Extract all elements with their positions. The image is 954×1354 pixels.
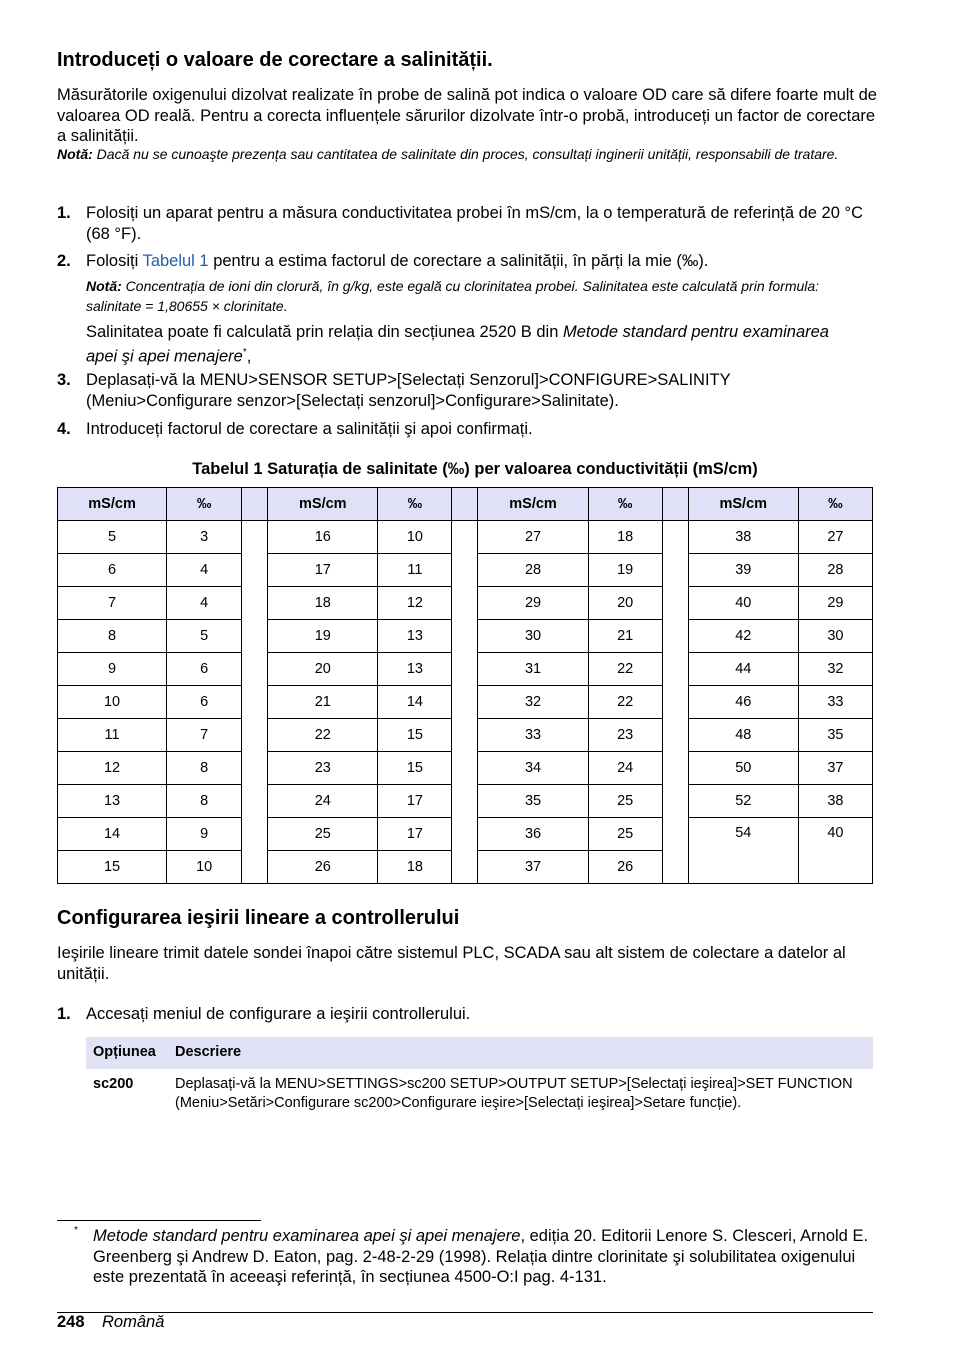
step-number: 3. — [57, 371, 71, 389]
table-header-row — [58, 488, 873, 521]
col-header-ms: mS/cm — [268, 488, 378, 521]
column-gap — [662, 620, 688, 653]
cell-conductivity: 6 — [58, 554, 167, 587]
step-text: Introduceți factorul de corectare a salinității şi apoi confirmați. — [86, 420, 533, 438]
table-row — [58, 686, 873, 719]
cell-salinity: 6 — [167, 686, 242, 719]
column-gap — [452, 554, 478, 587]
cell-salinity: 30 — [798, 620, 872, 653]
table-row — [58, 587, 873, 620]
cell-salinity: 26 — [588, 851, 662, 884]
cell-salinity: 18 — [588, 521, 662, 554]
option-description: Deplasați-vă la MENU>SETTINGS>sc200 SETUP>OUTPUT SETUP>[Selectați ieşirea]>SET FUNCTION (Meniu>Setări>Configurare sc200>Configurare ieşire>[Selectați ieşirea]>Setare funcție). — [175, 1076, 853, 1111]
cell-salinity: 40 — [798, 818, 872, 884]
cell-salinity: 4 — [167, 587, 242, 620]
cell-conductivity: 8 — [58, 620, 167, 653]
cell-conductivity: 21 — [268, 686, 378, 719]
cell-conductivity: 31 — [478, 653, 588, 686]
column-gap — [452, 653, 478, 686]
step-text: Accesați meniul de configurare a ieşirii controllerului. — [86, 1005, 471, 1023]
cell-salinity: 15 — [378, 719, 452, 752]
column-gap — [662, 587, 688, 620]
footnote-text — [93, 1226, 883, 1288]
table-caption: Tabelul 1 Saturația de salinitate (‰) per valoarea conductivității (mS/cm) — [192, 460, 758, 478]
cell-salinity: 33 — [798, 686, 872, 719]
footnote-divider — [57, 1220, 261, 1221]
salinity-table — [57, 487, 873, 884]
cell-conductivity: 10 — [58, 686, 167, 719]
cell-conductivity: 24 — [268, 785, 378, 818]
table-row — [58, 818, 873, 851]
table-row — [58, 653, 873, 686]
cell-salinity: 11 — [378, 554, 452, 587]
column-gap — [242, 719, 268, 752]
column-gap — [242, 554, 268, 587]
cell-conductivity: 16 — [268, 521, 378, 554]
cell-salinity: 8 — [167, 752, 242, 785]
calc-post: , — [246, 347, 252, 365]
table-row — [58, 785, 873, 818]
step-number: 2. — [57, 252, 71, 270]
cell-conductivity: 36 — [478, 818, 588, 851]
cell-salinity: 32 — [798, 653, 872, 686]
cell-conductivity: 52 — [688, 785, 798, 818]
column-gap — [662, 851, 688, 884]
col-header-permil: ‰ — [167, 488, 242, 521]
column-gap — [452, 521, 478, 554]
note-label: Notă: — [57, 146, 93, 162]
column-gap — [452, 851, 478, 884]
cell-salinity: 4 — [167, 554, 242, 587]
cell-salinity: 13 — [378, 620, 452, 653]
column-gap — [452, 818, 478, 851]
cell-conductivity: 37 — [478, 851, 588, 884]
table-row — [58, 620, 873, 653]
cell-salinity: 10 — [167, 851, 242, 884]
column-gap — [662, 521, 688, 554]
cell-salinity: 22 — [588, 686, 662, 719]
cell-conductivity: 39 — [688, 554, 798, 587]
step-number: 1. — [57, 204, 71, 222]
section-title-salinity: Introduceți o valoare de corectare a salinității. — [57, 49, 493, 71]
footnote-mark: * — [74, 1225, 78, 1236]
column-gap — [242, 488, 268, 521]
column-gap — [662, 554, 688, 587]
cell-conductivity: 38 — [688, 521, 798, 554]
section-title-linear-output: Configurarea ieşirii lineare a controllerului — [57, 907, 460, 929]
cell-conductivity: 40 — [688, 587, 798, 620]
option-name: sc200 — [93, 1076, 134, 1092]
col-header-permil: ‰ — [798, 488, 872, 521]
cell-conductivity: 46 — [688, 686, 798, 719]
cell-conductivity: 25 — [268, 818, 378, 851]
column-gap — [242, 653, 268, 686]
step-text-pre: Folosiți — [86, 252, 143, 270]
column-gap — [242, 851, 268, 884]
note-label: Notă: — [86, 278, 122, 294]
cell-salinity: 12 — [378, 587, 452, 620]
cell-conductivity: 23 — [268, 752, 378, 785]
footnote-body: , ediția 20. Editorii Lenore S. Clesceri, Arnold E. Greenberg şi Andrew D. Eaton, pag. 2-48-2-29 (1998). Relația dintre clorinitate şi solubilitatea oxigenului este prezentată în aceeaşi referință, în secțiunea 4500-O:I pag. 4-131. — [93, 1227, 869, 1286]
column-gap — [662, 752, 688, 785]
col-header-ms: mS/cm — [478, 488, 588, 521]
note-salinity-unknown — [57, 145, 877, 165]
cell-conductivity: 14 — [58, 818, 167, 851]
column-gap — [662, 653, 688, 686]
cell-conductivity: 30 — [478, 620, 588, 653]
column-gap — [662, 785, 688, 818]
step-text — [86, 251, 876, 272]
col-header-permil: ‰ — [378, 488, 452, 521]
column-gap — [452, 785, 478, 818]
table-row — [58, 554, 873, 587]
note-chloride-formula — [86, 277, 876, 316]
column-gap — [662, 818, 688, 851]
col-header-ms: mS/cm — [58, 488, 167, 521]
cell-salinity: 13 — [378, 653, 452, 686]
cell-salinity: 25 — [588, 818, 662, 851]
cell-salinity: 24 — [588, 752, 662, 785]
cell-salinity: 22 — [588, 653, 662, 686]
cell-conductivity: 27 — [478, 521, 588, 554]
cell-conductivity: 7 — [58, 587, 167, 620]
cell-conductivity: 42 — [688, 620, 798, 653]
table-row — [58, 719, 873, 752]
column-gap — [452, 752, 478, 785]
step-text: Deplasați-vă la MENU>SENSOR SETUP>[Selectați Senzorul]>CONFIGURE>SALINITY (Meniu>Configurare senzor>[Selectați senzorul]>Configurare>Salinitate). — [86, 371, 731, 410]
cell-salinity: 25 — [588, 785, 662, 818]
cell-conductivity: 12 — [58, 752, 167, 785]
cell-salinity: 28 — [798, 554, 872, 587]
cell-conductivity: 35 — [478, 785, 588, 818]
step-number: 4. — [57, 420, 71, 438]
footnote-reference: Metode standard pentru examinarea apei şi apei menajere — [93, 1227, 521, 1245]
col-header-ms: mS/cm — [688, 488, 798, 521]
options-header-option: Opțiunea — [93, 1044, 156, 1060]
cell-salinity: 35 — [798, 719, 872, 752]
column-gap — [242, 587, 268, 620]
cell-conductivity: 34 — [478, 752, 588, 785]
col-header-permil: ‰ — [588, 488, 662, 521]
cell-salinity: 6 — [167, 653, 242, 686]
footer-divider — [57, 1312, 873, 1313]
note-text: Dacă nu se cunoaşte prezența sau cantitatea de salinitate din proces, consultați inginerii unității, responsabili de tratare. — [92, 146, 839, 162]
column-gap — [662, 686, 688, 719]
footnote-marker[interactable]: * — [242, 346, 247, 358]
cell-salinity: 8 — [167, 785, 242, 818]
table-row — [58, 521, 873, 554]
cell-salinity: 14 — [378, 686, 452, 719]
cell-salinity: 5 — [167, 620, 242, 653]
cell-conductivity: 20 — [268, 653, 378, 686]
cell-conductivity: 26 — [268, 851, 378, 884]
column-gap — [242, 620, 268, 653]
options-header-description: Descriere — [175, 1044, 242, 1060]
cell-salinity: 37 — [798, 752, 872, 785]
table-reference-link[interactable]: Tabelul 1 — [142, 252, 209, 270]
cell-salinity: 7 — [167, 719, 242, 752]
cell-conductivity: 17 — [268, 554, 378, 587]
cell-salinity: 10 — [378, 521, 452, 554]
cell-salinity: 23 — [588, 719, 662, 752]
calc-reference: Metode standard pentru examinarea apei şi apei menajere — [86, 323, 829, 365]
cell-conductivity: 32 — [478, 686, 588, 719]
cell-conductivity: 50 — [688, 752, 798, 785]
cell-salinity: 19 — [588, 554, 662, 587]
page-number: 248 — [57, 1313, 85, 1331]
cell-salinity: 17 — [378, 785, 452, 818]
column-gap — [242, 686, 268, 719]
column-gap — [242, 818, 268, 851]
table-row — [58, 752, 873, 785]
cell-conductivity: 33 — [478, 719, 588, 752]
options-header — [86, 1037, 873, 1069]
cell-conductivity: 5 — [58, 521, 167, 554]
cell-salinity: 29 — [798, 587, 872, 620]
column-gap — [452, 488, 478, 521]
cell-conductivity: 18 — [268, 587, 378, 620]
note-text: Concentrația de ioni din clorură, în g/kg, este egală cu clorinitatea probei. Salinitatea este calculată prin formula: salinitate = 1,80655 × clorinitate. — [86, 278, 820, 314]
calc-pre: Salinitatea poate fi calculată prin relația din secțiunea 2520 B din — [86, 323, 563, 341]
intro-paragraph: Măsurătorile oxigenului dizolvat realizate în probe de salină pot indica o valoare OD care să difere foarte mult de valoarea OD reală. Pentru a corecta influențele sărurilor dizolvate într-o probă, introduceți un factor de corectare a salinității. — [57, 86, 877, 145]
cell-salinity: 38 — [798, 785, 872, 818]
cell-conductivity: 19 — [268, 620, 378, 653]
cell-conductivity: 9 — [58, 653, 167, 686]
salinity-calc-paragraph — [86, 322, 846, 367]
column-gap — [242, 752, 268, 785]
cell-salinity: 20 — [588, 587, 662, 620]
column-gap — [452, 719, 478, 752]
step-number: 1. — [57, 1005, 71, 1023]
cell-conductivity: 22 — [268, 719, 378, 752]
intro2-paragraph: Ieşirile lineare trimit datele sondei înapoi către sistemul PLC, SCADA sau alt sistem de colectare a datelor al unității. — [57, 944, 846, 983]
column-gap — [242, 521, 268, 554]
cell-salinity: 27 — [798, 521, 872, 554]
cell-conductivity: 11 — [58, 719, 167, 752]
column-gap — [662, 488, 688, 521]
column-gap — [452, 686, 478, 719]
cell-conductivity: 48 — [688, 719, 798, 752]
cell-conductivity: 44 — [688, 653, 798, 686]
cell-salinity: 17 — [378, 818, 452, 851]
step-text-post: pentru a estima factorul de corectare a salinității, în părți la mie (‰). — [208, 252, 709, 270]
step-text: Folosiți un aparat pentru a măsura conductivitatea probei în mS/cm, la o temperatură de referință de 20 °C (68 °F). — [86, 204, 864, 243]
cell-conductivity: 28 — [478, 554, 588, 587]
column-gap — [452, 587, 478, 620]
cell-conductivity: 29 — [478, 587, 588, 620]
cell-salinity: 3 — [167, 521, 242, 554]
cell-conductivity: 15 — [58, 851, 167, 884]
column-gap — [242, 785, 268, 818]
cell-salinity: 9 — [167, 818, 242, 851]
cell-salinity: 21 — [588, 620, 662, 653]
cell-salinity: 15 — [378, 752, 452, 785]
column-gap — [662, 719, 688, 752]
cell-salinity: 18 — [378, 851, 452, 884]
cell-conductivity: 13 — [58, 785, 167, 818]
footer-language: Română — [102, 1313, 165, 1331]
column-gap — [452, 620, 478, 653]
cell-conductivity: 54 — [688, 818, 798, 884]
